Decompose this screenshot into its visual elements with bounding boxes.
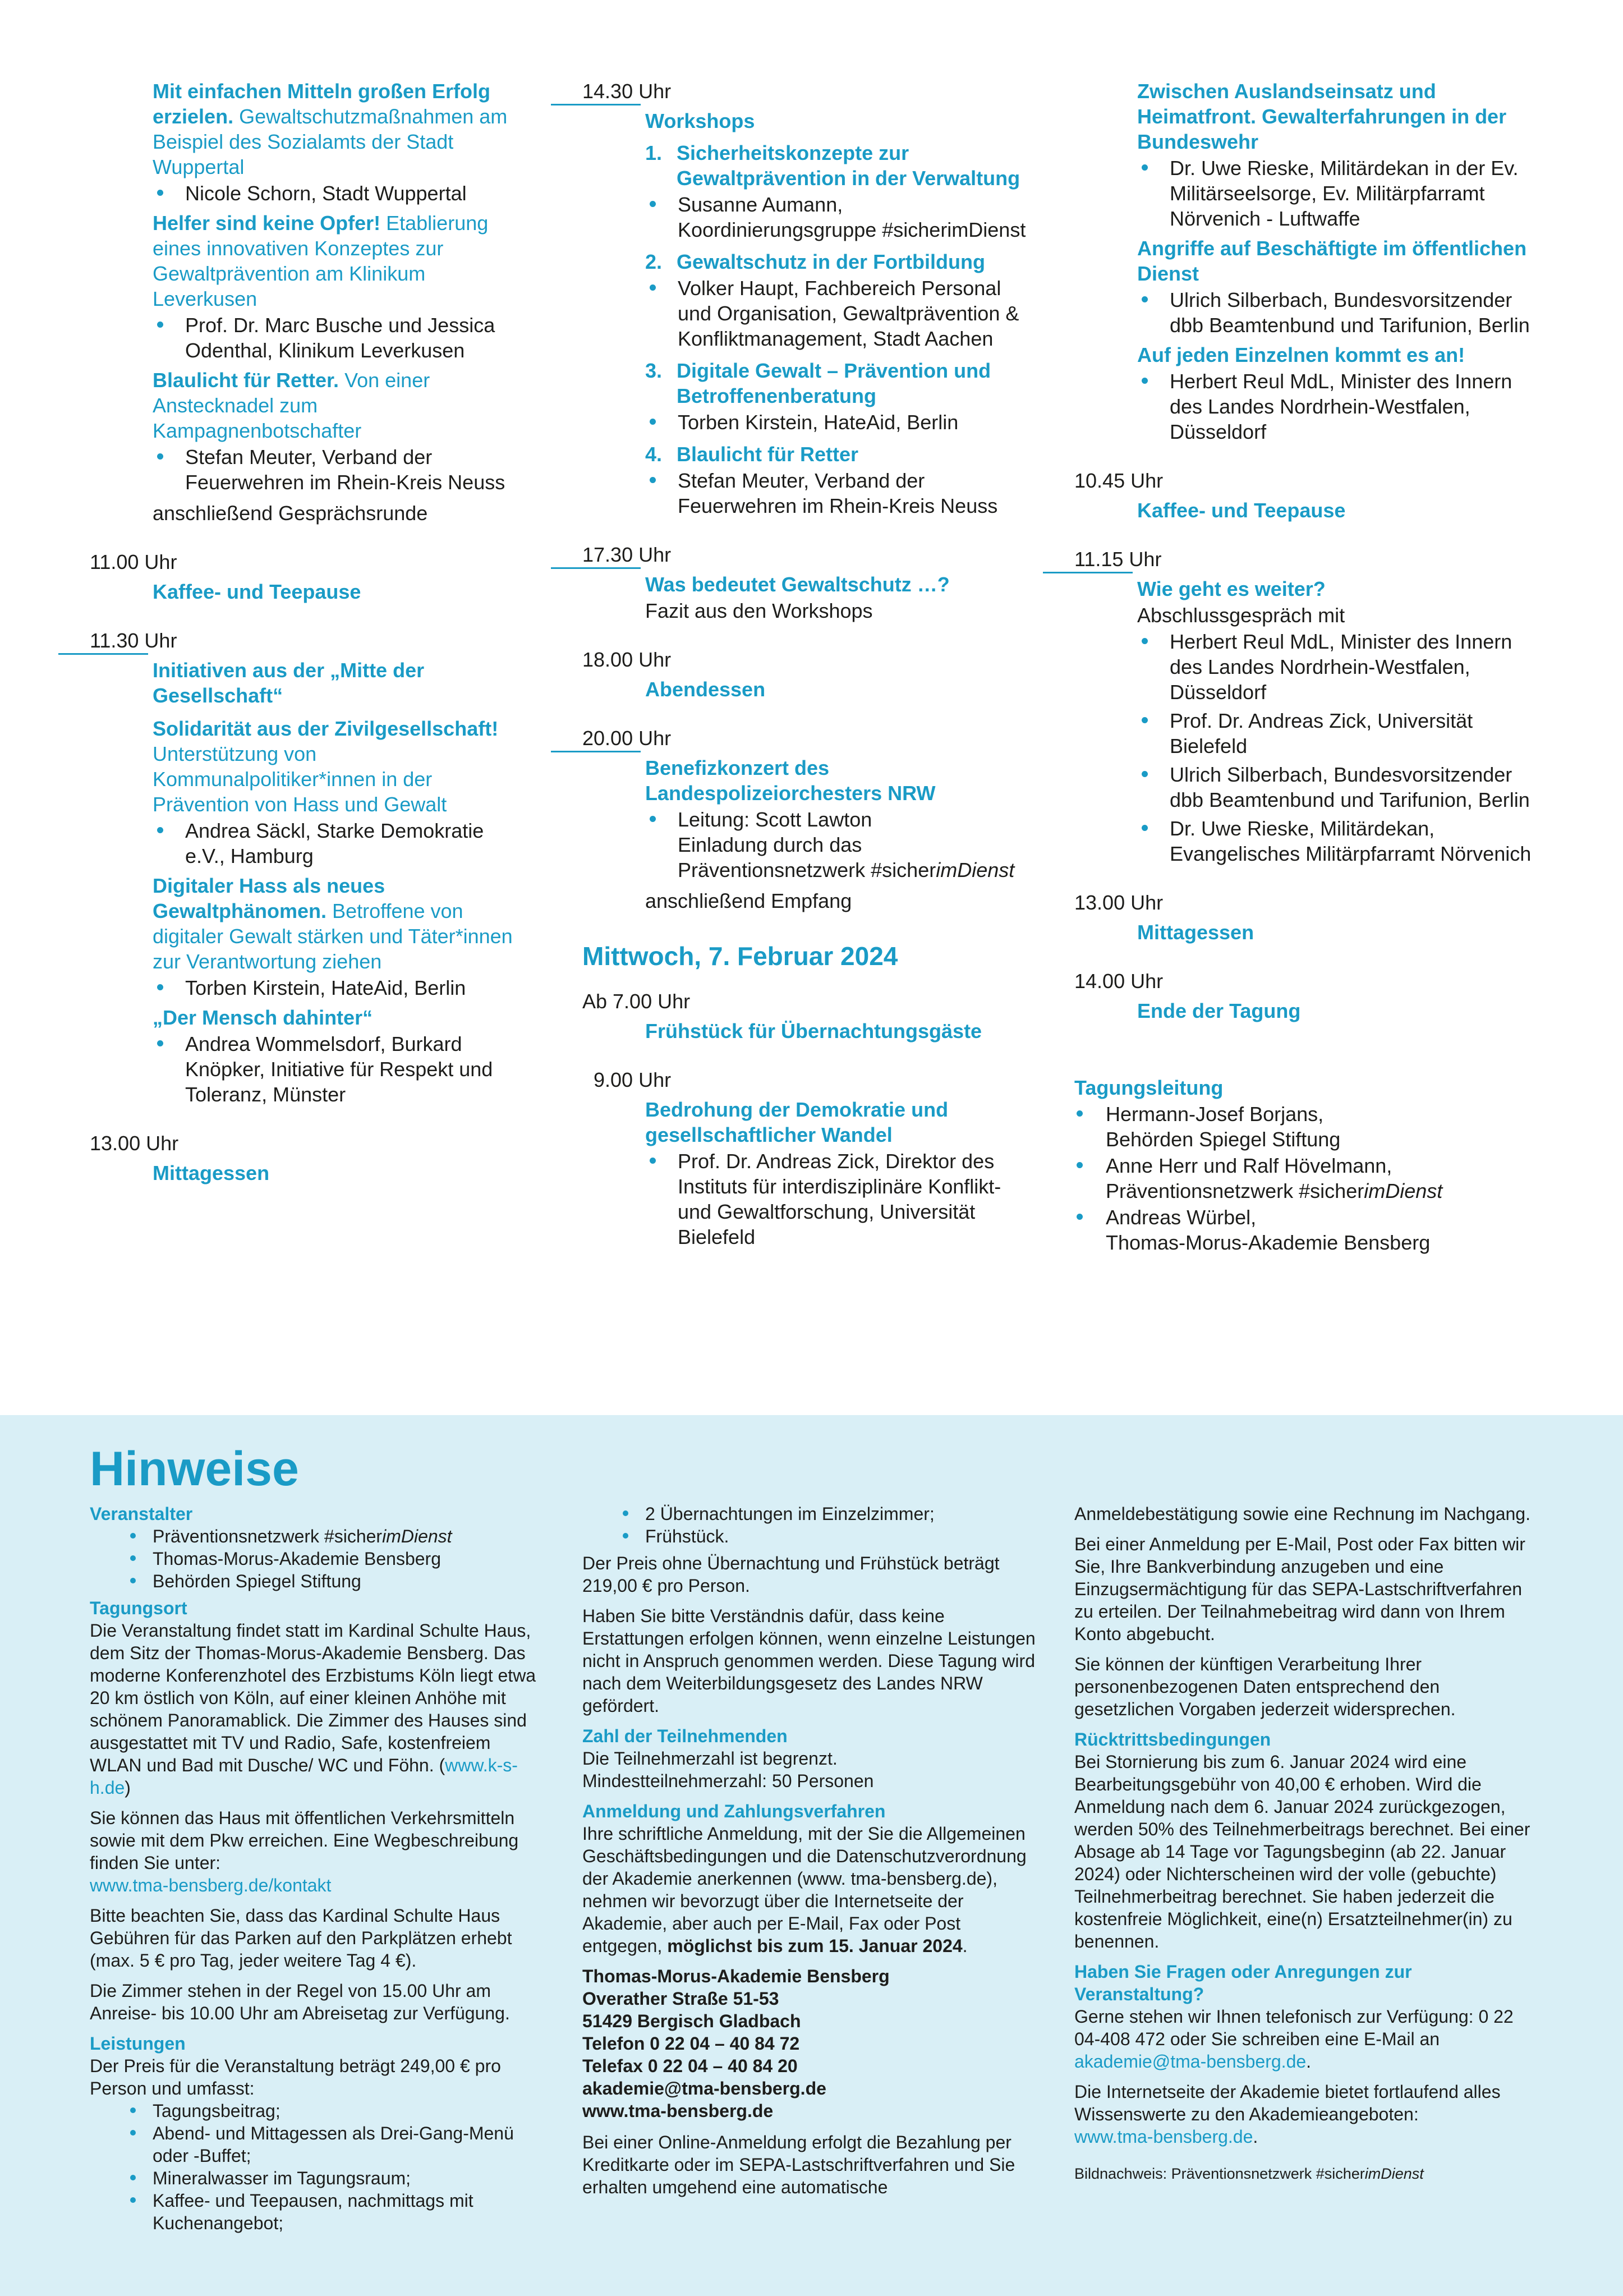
speaker-item: Herbert Reul MdL, Minister des Innern des Landes Nordrhein-Westfalen, Düsseldorf	[1137, 369, 1534, 444]
paragraph: Ihre schriftliche Anmeldung, mit der Sie die Allgemeinen Geschäftsbedingungen und die Datenschutzverordnung der Akademie anerkennen (www. tma-bensberg.de), nehmen wir bevorzugt über die Internetseite der Akademie, aber auch per E-Mail, Fax oder Post entgegen, möglichst bis zum 15. Januar 2024.	[582, 1824, 1027, 1956]
time-label: 9.00 Uhr	[594, 1068, 672, 1091]
leistungen-list-continued	[582, 1503, 1037, 1547]
speaker-item: Ulrich Silberbach, Bundesvorsitzender dbb Beamtenbund und Tarifunion, Berlin	[1137, 762, 1534, 812]
session-title: Wie geht es weiter?	[1137, 577, 1326, 600]
paragraph: Sie können das Haus mit öffentlichen Verkehrsmitteln sowie mit dem Pkw erreichen. Eine Wegbeschreibung finden Sie unter: www.tma-bensberg.de/kontakt	[90, 1808, 519, 1895]
speaker-item: Prof. Dr. Andreas Zick, Universität Bielefeld	[1137, 708, 1534, 759]
session-block	[90, 658, 527, 1107]
session-title: Kaffee- und Teepause	[1137, 499, 1346, 522]
session-block	[582, 572, 1031, 623]
tagungsleitung-item: Hermann-Josef Borjans, Behörden Spiegel Stiftung	[1074, 1101, 1534, 1152]
paragraph: Die Internetseite der Akademie bietet fortlaufend alles Wissenswerte zu den Akademieangeboten: www.tma-bensberg.de.	[1074, 2082, 1501, 2147]
session-description: Fazit aus den Workshops	[645, 599, 873, 622]
paragraph: Sie können der künftigen Verarbeitung Ihrer personenbezogenen Daten entsprechend den gesetzlichen Vorgaben jederzeit widersprechen.	[1074, 1654, 1456, 1719]
time-label: 10.45 Uhr	[1074, 469, 1164, 492]
paragraph: Haben Sie bitte Verständnis dafür, dass keine Erstattungen erfolgen können, wenn einzelne Leistungen nicht in Anspruch genommen werden. Diese Tagung wird nach dem Weiterbildungsgesetz des Landes NRW gefördert.	[582, 1606, 1036, 1716]
session-block	[582, 755, 1031, 913]
followup-text: anschließend Gesprächsrunde	[153, 502, 428, 525]
session-title: Abendessen	[645, 678, 766, 701]
session-description: Blaulicht für Retter. Von einer Anstecknadel zum Kampagnenbotschafter	[153, 369, 430, 442]
session-block	[1074, 79, 1534, 444]
session-description: Solidarität aus der Zivilgesellschaft! Unterstützung von Kommunalpolitiker*innen in der Prävention von Hass und Gewalt	[153, 717, 499, 816]
hinweise-column-3	[1074, 1503, 1534, 2184]
hinweise-column-2	[582, 1503, 1037, 2206]
session-block	[90, 210, 527, 363]
speaker-item: Dr. Uwe Rieske, Militärdekan, Evangelisches Militärpfarramt Nörvenich	[1137, 816, 1534, 866]
speaker-item: Andrea Wommelsdorf, Burkard Knöpker, Initiative für Respekt und Toleranz, Münster	[153, 1031, 527, 1107]
time-label: 20.00 Uhr	[582, 725, 1031, 751]
time-label: 11.30 Uhr	[90, 628, 527, 653]
time-label: 13.00 Uhr	[1074, 891, 1164, 914]
session-title: Frühstück für Übernachtungsgäste	[645, 1020, 982, 1043]
section-heading: Rücktrittsbedingungen	[1074, 1729, 1271, 1749]
paragraph: Der Preis für die Veranstaltung beträgt 249,00 € pro Person und umfasst:	[90, 2056, 501, 2098]
program-column-2	[582, 79, 1031, 1253]
session-title: Mittagessen	[153, 1161, 270, 1184]
session-title: Workshops	[645, 109, 755, 132]
workshop-item: 4. Blaulicht für Retter	[645, 443, 859, 466]
hinweise-panel	[0, 1415, 1623, 2296]
section-heading: Haben Sie Fragen oder Anregungen zur Veranstaltung?	[1074, 1962, 1412, 2004]
speaker-item: Stefan Meuter, Verband der Feuerwehren im Rhein-Kreis Neuss	[153, 444, 527, 495]
paragraph: Bei einer Online-Anmeldung erfolgt die Bezahlung per Kreditkarte oder im SEPA-Lastschriftverfahren und Sie erhalten umgehend eine automatische	[582, 2132, 1015, 2197]
list-item: Präventionsnetzwerk #sicherimDienst	[90, 1525, 544, 1547]
directions-link[interactable]: www.tma-bensberg.de/kontakt	[90, 1875, 332, 1895]
session-title: Initiativen aus der „Mitte der Gesellschaft“	[153, 659, 425, 707]
session-title: Was bedeutet Gewaltschutz …?	[645, 573, 950, 596]
time-label: 11.00 Uhr	[90, 550, 177, 573]
session-title: Bedrohung der Demokratie und gesellschaftlicher Wandel	[645, 1098, 949, 1146]
speaker-item: Stefan Meuter, Verband der Feuerwehren im Rhein-Kreis Neuss	[645, 468, 1031, 518]
session-title: Zwischen Auslandseinsatz und Heimatfront. Gewalterfahrungen in der Bundeswehr	[1137, 80, 1507, 153]
hinweise-column-1	[90, 1503, 544, 2237]
list-item: Thomas-Morus-Akademie Bensberg	[90, 1547, 544, 1570]
time-label: Ab 7.00 Uhr	[582, 990, 691, 1013]
website-link[interactable]: www.tma-bensberg.de	[1074, 2127, 1253, 2147]
list-item: Mineralwasser im Tagungsraum;	[90, 2167, 544, 2189]
session-block	[582, 1097, 1031, 1250]
image-credit: Bildnachweis: Präventionsnetzwerk #sicherimDienst	[1074, 2165, 1424, 2182]
speaker-item: Torben Kirstein, HateAid, Berlin	[645, 410, 1031, 435]
speaker-item: Nicole Schorn, Stadt Wuppertal	[153, 181, 527, 206]
program-column-1	[90, 79, 527, 1187]
session-description: Digitaler Hass als neues Gewaltphänomen. Betroffene von digitaler Gewalt stärken und Täter*innen zur Verantwortung ziehen	[153, 874, 513, 973]
paragraph: Die Veranstaltung findet statt im Kardinal Schulte Haus, dem Sitz der Thomas-Morus-Akademie Bensberg. Das moderne Konferenzhotel des Erzbistums Köln liegt etwa 20 km östlich von Köln, auf einer kleinen Anhöhe mit schönem Panoramablick. Die Zimmer des Hauses sind ausgestattet mit TV und Radio, Safe, kostenfreiem WLAN und Bad mit Dusche/ WC und Föhn. (www.k-s-h.de)	[90, 1620, 536, 1798]
session-description: Abschlussgespräch mit	[1137, 604, 1345, 627]
speaker-item: Ulrich Silberbach, Bundesvorsitzender dbb Beamtenbund und Tarifunion, Berlin	[1137, 287, 1534, 338]
session-title: Mittagessen	[1137, 921, 1254, 944]
session-block	[90, 79, 527, 206]
workshop-item: 2. Gewaltschutz in der Fortbildung	[645, 250, 986, 273]
speaker-item: Leitung: Scott Lawton Einladung durch das Präventionsnetzwerk #sicherimDienst	[645, 807, 1031, 883]
hinweise-title: Hinweise	[90, 1442, 299, 1496]
time-label: 18.00 Uhr	[582, 648, 672, 671]
speaker-item: Andrea Säckl, Starke Demokratie e.V., Hamburg	[153, 818, 527, 869]
paragraph: Gerne stehen wir Ihnen telefonisch zur Verfügung: 0 22 04-408 472 oder Sie schreiben eine E-Mail an akademie@tma-bensberg.de.	[1074, 2006, 1514, 2072]
paragraph: Bei einer Anmeldung per E-Mail, Post oder Fax bitten wir Sie, Ihre Bankverbindung anzugeben und eine Einzugsermächtigung für das SEPA-Lastschriftverfahren zu erteilen. Der Teilnahmebeitrag wird dann von Ihrem Konto abgebucht.	[1074, 1534, 1525, 1644]
paragraph: Die Teilnehmerzahl ist begrenzt. Mindestteilnehmerzahl: 50 Personen	[582, 1748, 874, 1791]
section-heading: Tagungsort	[90, 1598, 187, 1618]
time-label: 14.30 Uhr	[582, 79, 1031, 104]
section-heading: Anmeldung und Zahlungsverfahren	[582, 1801, 886, 1821]
time-label: 13.00 Uhr	[90, 1132, 179, 1155]
session-title: „Der Mensch dahinter“	[153, 1006, 373, 1029]
followup-text: anschließend Empfang	[645, 889, 852, 912]
list-item: 2 Übernachtungen im Einzelzimmer;	[582, 1503, 1037, 1525]
email-link[interactable]: akademie@tma-bensberg.de	[582, 2078, 826, 2098]
speaker-item: Torben Kirstein, HateAid, Berlin	[153, 975, 527, 1000]
section-heading: Leistungen	[90, 2033, 186, 2054]
session-block	[1074, 576, 1534, 866]
workshop-item: 3. Digitale Gewalt – Prävention und Betroffenenberatung	[645, 359, 991, 407]
tagungsleitung-item: Andreas Würbel, Thomas-Morus-Akademie Bensberg	[1074, 1205, 1534, 1255]
program-column-3	[1074, 79, 1534, 1256]
list-item: Frühstück.	[582, 1525, 1037, 1547]
speaker-item: Prof. Dr. Marc Busche und Jessica Odenthal, Klinikum Leverkusen	[153, 313, 527, 363]
paragraph: Die Zimmer stehen in der Regel von 15.00 Uhr am Anreise- bis 10.00 Uhr am Abreisetag zur Verfügung.	[90, 1981, 510, 2023]
speaker-item: Volker Haupt, Fachbereich Personal und Organisation, Gewaltprävention & Konfliktmanagement, Stadt Aachen	[645, 275, 1031, 351]
email-link[interactable]: akademie@tma-bensberg.de	[1074, 2051, 1307, 2072]
section-heading: Veranstalter	[90, 1504, 193, 1524]
time-label: 11.15 Uhr	[1074, 547, 1534, 572]
veranstalter-list	[90, 1525, 544, 1592]
time-label: 17.30 Uhr	[582, 542, 1031, 567]
session-title: Ende der Tagung	[1137, 999, 1301, 1022]
speaker-item: Herbert Reul MdL, Minister des Innern des Landes Nordrhein-Westfalen, Düsseldorf	[1137, 629, 1534, 705]
session-title: Benefizkonzert des Landespolizeiorchesters NRW	[645, 756, 936, 805]
session-description: Helfer sind keine Opfer! Etablierung eines innovativen Konzeptes zur Gewaltprävention am Klinikum Leverkusen	[153, 212, 489, 310]
leistungen-list	[90, 2100, 544, 2234]
workshop-list	[582, 108, 1031, 518]
website-link[interactable]: www.tma-bensberg.de	[582, 2101, 774, 2121]
speaker-item: Prof. Dr. Andreas Zick, Direktor des Instituts für interdisziplinäre Konflikt- und Gewaltforschung, Universität Bielefeld	[645, 1149, 1031, 1250]
time-label: 14.00 Uhr	[1074, 970, 1164, 993]
paragraph: Bei Stornierung bis zum 6. Januar 2024 wird eine Bearbeitungsgebühr von 40,00 € erhoben. Wird die Anmeldung nach dem 6. Januar 2024 zurückgezogen, werden 50% des Teilnehmerbeitrags berechnet. Bei einer Absage ab 14 Tage vor Tagungsbeginn (ab 22. Januar 2024) oder Nichterscheinen wird der volle (gebuchte) Teilnehmerbeitrag berechnet. Sie haben jederzeit die kostenfreie Möglichkeit, eine(n) Ersatzteilnehmer(in) zu benennen.	[1074, 1752, 1530, 1951]
workshop-item: 1. Sicherheitskonzepte zur Gewaltprävention in der Verwaltung	[645, 141, 1020, 190]
tagungsleitung-heading: Tagungsleitung	[1074, 1076, 1224, 1099]
session-description: Mit einfachen Mitteln großen Erfolg erzielen. Gewaltschutzmaßnahmen am Beispiel des Sozialamts der Stadt Wuppertal	[153, 80, 508, 178]
speaker-item: Dr. Uwe Rieske, Militärdekan in der Ev. Militärseelsorge, Ev. Militärpfarramt Nörvenich - Luftwaffe	[1137, 155, 1534, 231]
website-link[interactable]: www.k-s-h.de	[90, 1755, 518, 1798]
list-item: Kaffee- und Teepausen, nachmittags mit Kuchenangebot;	[90, 2189, 544, 2234]
session-title: Angriffe auf Beschäftigte im öffentlichen Dienst	[1137, 237, 1527, 285]
day-heading: Mittwoch, 7. Februar 2024	[582, 942, 898, 971]
speaker-item: Susanne Aumann, Koordinierungsgruppe #sicherimDienst	[645, 192, 1031, 242]
list-item: Tagungsbeitrag;	[90, 2100, 544, 2122]
paragraph: Bitte beachten Sie, dass das Kardinal Schulte Haus Gebühren für das Parken auf den Parkplätzen erhebt (max. 5 € pro Tag, jeder weitere Tag 4 €).	[90, 1905, 512, 1971]
session-title: Kaffee- und Teepause	[153, 580, 361, 603]
session-block	[90, 368, 527, 526]
list-item: Behörden Spiegel Stiftung	[90, 1570, 544, 1592]
contact-address: Thomas-Morus-Akademie Bensberg Overather Straße 51-53 51429 Bergisch Gladbach Telefon 0 22 04 – 40 84 72 Telefax 0 22 04 – 40 84 20 akademie@tma-bensberg.de www.tma-bensberg.de	[582, 1965, 1037, 2122]
paragraph: Der Preis ohne Übernachtung und Frühstück beträgt 219,00 € pro Person.	[582, 1553, 1000, 1596]
paragraph: Anmeldebestätigung sowie eine Rechnung im Nachgang.	[1074, 1504, 1530, 1524]
section-heading: Zahl der Teilnehmenden	[582, 1726, 788, 1746]
tagungsleitung-item: Anne Herr und Ralf Hövelmann, Präventionsnetzwerk #sicherimDienst	[1074, 1153, 1534, 1204]
list-item: Abend- und Mittagessen als Drei-Gang-Menü oder -Buffet;	[90, 2122, 544, 2167]
session-title: Auf jeden Einzelnen kommt es an!	[1137, 343, 1465, 366]
